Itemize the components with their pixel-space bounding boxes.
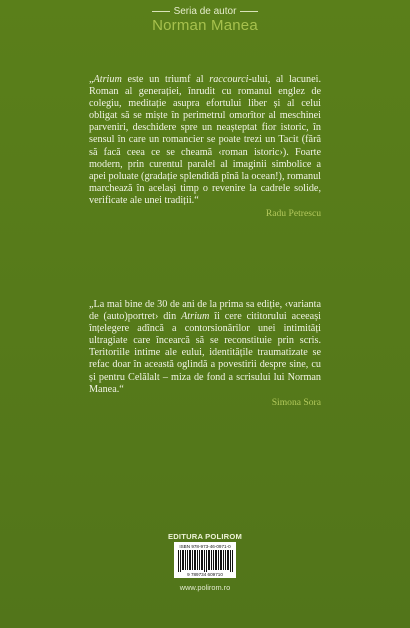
series-label-row xyxy=(0,6,410,17)
series-rule-right xyxy=(240,11,258,12)
series-rule-left xyxy=(152,11,170,12)
quote1-text-a: este un triumf al xyxy=(121,74,210,85)
quote-simona-sora xyxy=(89,299,321,409)
isbn-text: ISBN 978-973-46-0971-0 xyxy=(179,544,231,549)
quote2-title: Atrium xyxy=(181,311,210,323)
quote1-term: raccourci xyxy=(209,74,249,85)
publisher-name: EDITURA POLIROM xyxy=(167,532,242,541)
quote2-text-a: „La mai bine de 30 de ani de la prima sa ediție, ‹varianta de (auto)portret› din xyxy=(89,299,321,323)
quote1-open: „ xyxy=(89,74,94,85)
barcode-bars-icon xyxy=(177,550,233,572)
quote1-text-b: -ului, al lacunei. Roman al generației, înrudit cu romanul englez de colegiu, meditație asupra efortului liber și al celui obligat să se miște în perimetrul omorîtor al meschinei parveniri, deschidere spre un neașteptat fior istoric, în sensul în care un romancier se poate trezi un Tacit (fără să facă ceea ce se cheamă ‹roman istoric›). Foarte modern, prin curentul paralel al imaginii simbolice a apei poluate (gradație splendidă pînă la ocean!), romanul marchează în același timp o revenire la cadrele solide, verificate ale unei tradiții.“ xyxy=(89,74,322,206)
publisher-website: www.polirom.ro xyxy=(179,583,231,592)
series-author: Norman Manea xyxy=(152,17,258,34)
quote2-attribution: Simona Sora xyxy=(271,396,321,408)
barcode-number: 9 789734 609710 xyxy=(187,572,223,577)
quote2-text-b: îi cere cititorului aceeași înțelegere adîncă a contorsionărilor unei intimități ultragiate care încearcă să se reconstituie prin scris. Teritoriile intime ale eului, identitățile traumatizate se refac doar în această oglindă a povestirii despre sine, cu și pentru Celălalt – miza de fond a scrisului lui Norman Manea.“ xyxy=(89,311,322,395)
isbn-barcode xyxy=(174,542,236,578)
series-label: Seria de autor xyxy=(173,6,237,17)
series-header xyxy=(0,6,410,34)
quote1-attribution: Radu Petrescu xyxy=(265,208,321,220)
quote1-title: Atrium xyxy=(93,74,122,85)
quote-radu-petrescu xyxy=(89,74,321,220)
